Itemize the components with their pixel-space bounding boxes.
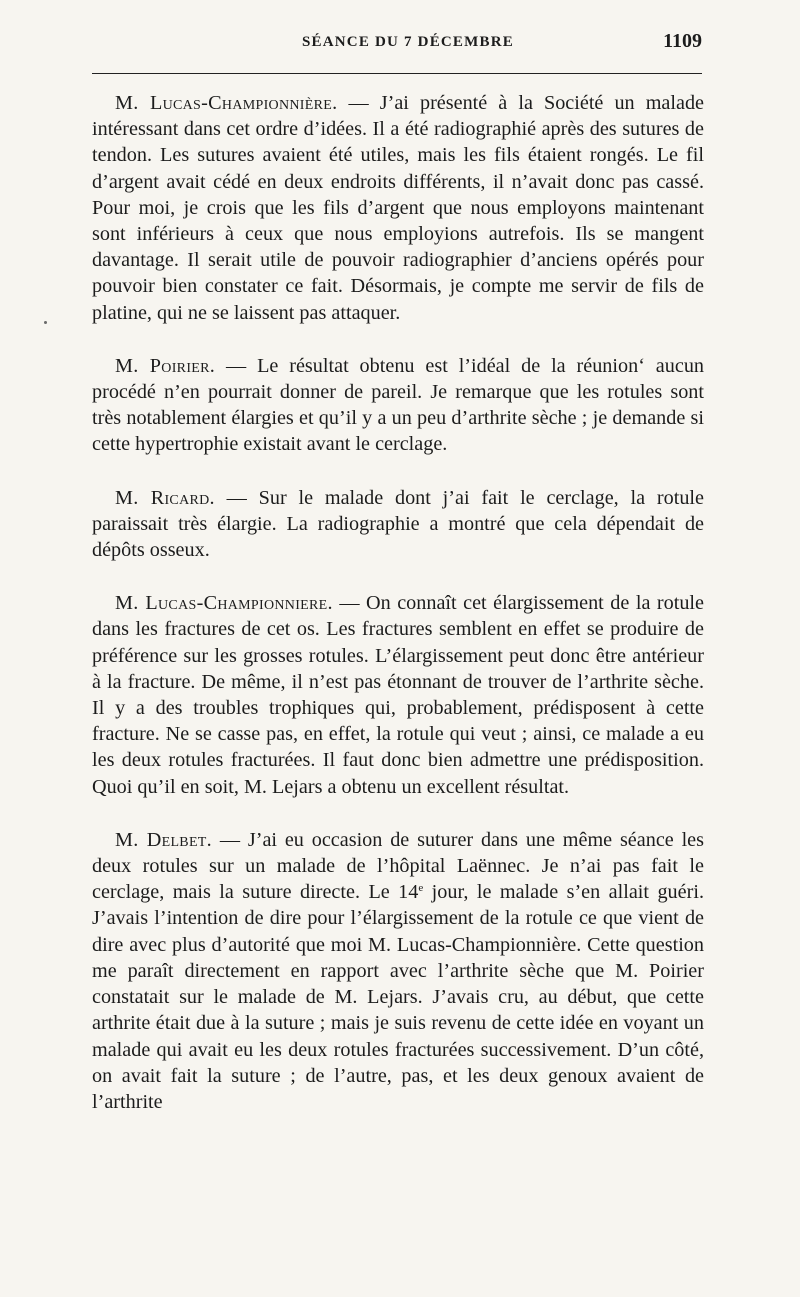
speaker-name: M. Lucas-Championnière. (115, 92, 338, 114)
page-body (92, 90, 704, 1142)
superscript-ordinal: e (418, 882, 424, 895)
speaker-name: M. Delbet. (115, 828, 213, 851)
paragraph-text-continued: jour, le malade s’en allait guéri. J’avais l’intention de dire pour l’élargissement de la rotule ce que vient de dire avec plus d’autorité que moi M. Lucas-Championnière. Cette question me paraît directement en rapport avec l’arthrite sèche que M. Poirier constatait sur le malade de M. Lejars. J’avais cru, au début, que cette arthrite était due à la suture ; mais je suis revenu de cette idée en voyant un malade qui avait eu les deux rotules fracturées successivement. D’un côté, on avait fait la suture ; de l’autre, pas, et les deux genoux avaient de l’arthrite (92, 881, 704, 1113)
running-title: SÉANCE DU 7 DÉCEMBRE (302, 34, 514, 50)
paragraph-text: — Le résultat obtenu est l’idéal de la réunion‘ aucun procédé n’en pourrait donner de pareil. Je remarque que les rotules sont très notablement élargies et qu’il y a un peu d’arthrite sèche ; je demande si cette hypertrophie existait avant le cerclage. (92, 354, 705, 456)
ink-speck (44, 321, 47, 324)
speaker-name: M. Ricard. (115, 486, 215, 509)
paragraph-text: — J’ai eu occasion de suturer dans une même séance les deux rotules sur un malade de l’hôpital Laënnec. Je n’ai pas fait le cerclage, mais la suture directe. Le 14 (92, 828, 705, 904)
page-header (92, 30, 706, 70)
paragraph-text: — Sur le malade dont j’ai fait le cerclage, la rotule paraissait très élargie. La radiographie a montré que cela dépendait de dépôts osseux. (92, 486, 704, 562)
header-rule (92, 73, 702, 74)
page-number: 1109 (663, 30, 702, 52)
paragraph-lucas-championniere-1 (92, 90, 704, 326)
paragraph-delbet (92, 827, 704, 1115)
paragraph-text: — J’ai présenté à la Société un malade intéressant dans cet ordre d’idées. Il a été radiographié après des sutures de tendon. Les sutures avaient été utiles, mais les fils étaient rongés. Le fil d’argent avait cédé en deux endroits différents, il n’avait donc pas cassé. Pour moi, je crois que les fils d’argent que nous employons maintenant sont inférieurs à ceux que nous employions autrefois. Ils se mangent davantage. Il serait utile de pouvoir radiographier d’anciens opérés pour pouvoir bien constater ce fait. Désormais, je compte me servir de fils de platine, qui ne se laissent pas attaquer. (92, 92, 705, 324)
speaker-name: M. Lucas-Championniere. (115, 592, 333, 615)
paragraph-poirier (92, 353, 704, 458)
paragraph-lucas-championniere-2 (92, 590, 704, 800)
paragraph-text: — On connaît cet élargissement de la rotule dans les fractures de cet os. Les fractures semblent en effet se produire de préférence sur les grosses rotules. L’élargissement peut donc être antérieur à la fracture. De même, il n’est pas étonnant de trouver de l’arthrite sèche. Il y a des troubles trophiques qui, probablement, prédisposent à cette fracture. Ne se casse pas, en effet, la rotule qui veut ; ainsi, ce malade a eu les deux rotules fracturées. Il faut donc bien admettre une prédisposition. Quoi qu’il en soit, M. Lejars a obtenu un excellent résultat. (92, 592, 704, 798)
paragraph-ricard (92, 485, 704, 564)
speaker-name: M. Poirier. (115, 354, 216, 377)
